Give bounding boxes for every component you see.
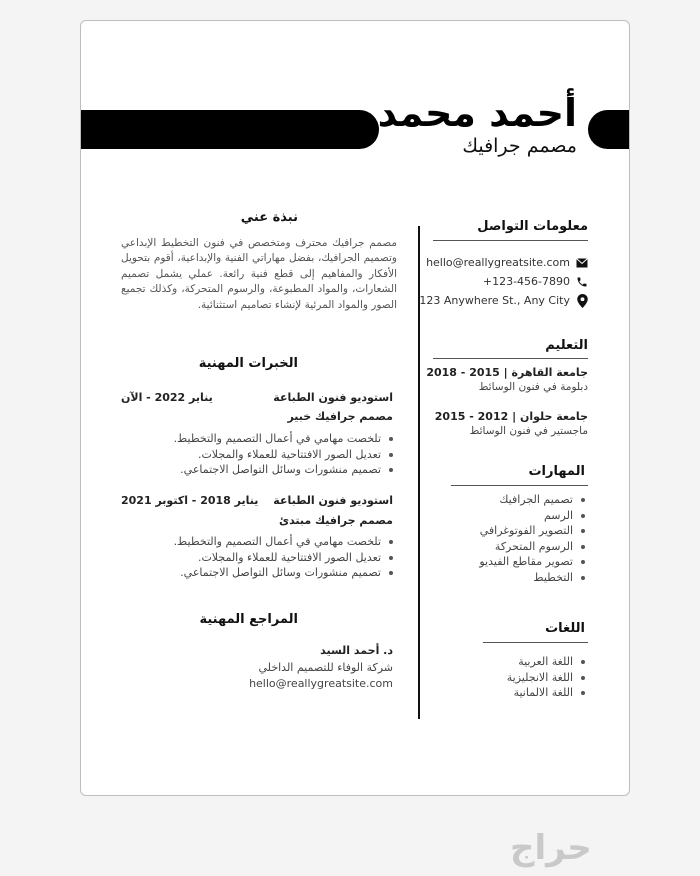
watermark-logo: حراج	[510, 828, 592, 868]
skill-item: التخطيط	[479, 570, 585, 586]
resume-page	[80, 20, 630, 796]
reference-company: شركة الوفاء للتصميم الداخلي	[258, 661, 393, 674]
job-bullet: تلخصت مهامي في أعمال التصميم والتخطيط.	[174, 431, 393, 447]
language-item: اللغة العربية	[507, 654, 585, 670]
skill-item: التصوير الفوتوغرافي	[479, 523, 585, 539]
language-item: اللغة الالمانية	[507, 685, 585, 701]
header-bar-right	[588, 110, 630, 149]
reference-name: د. أحمد السيد	[320, 644, 393, 657]
job-1-role: مصمم جرافيك خبير	[287, 410, 393, 423]
job-bullet: تلخصت مهامي في أعمال التصميم والتخطيط.	[174, 534, 393, 550]
contact-phone: +123-456-7890	[482, 275, 570, 288]
job-bullet: تصميم منشورات وسائل التواصل الاجتماعي.	[174, 565, 393, 581]
job-1-bullets-wrap	[174, 431, 393, 478]
job-2-company: استوديو فنون الطباعة	[273, 494, 393, 507]
job-1-dates: يناير 2022 - الآن	[121, 391, 213, 404]
education-degree-1: دبلومة في فنون الوسائط	[478, 381, 588, 393]
languages-underline	[483, 642, 588, 643]
education-title: التعليم	[545, 338, 588, 353]
job-2-bullets	[174, 534, 393, 581]
job-2-role: مصمم جرافيك مبتدئ	[278, 514, 393, 527]
languages-list	[507, 654, 585, 701]
skills-title: المهارات	[528, 464, 585, 479]
job-1-company: استوديو فنون الطباعة	[273, 391, 393, 404]
education-underline	[433, 358, 588, 359]
skill-item: الرسوم المتحركة	[479, 539, 585, 555]
skill-item: تصميم الجرافيك	[479, 492, 585, 508]
language-item: اللغة الانجليزية	[507, 670, 585, 686]
about-text: مصمم جرافيك محترف ومتخصص في فنون التخطيط الإبداعي وتصميم الجرافيك، بفضل مهاراتي الفنية والإبداعية، أقوم بتحويل الأفكار والمفاهيم إلى قطع فنية رائعة. عملي يشمل تصميم الشعارات، والمواد المطبوعة، والرسوم المتحركة، وكذلك تجميع الصور والمواد المرئية لإنشاء تصاميم استثنائية.	[121, 237, 397, 311]
skills-list-wrap	[479, 492, 585, 585]
contact-email: hello@reallygreatsite.com	[426, 256, 570, 269]
skills-list	[479, 492, 585, 585]
phone-icon	[576, 276, 588, 288]
contact-underline	[433, 240, 588, 241]
contact-email-row	[426, 256, 588, 269]
job-bullet: تعديل الصور الافتتاحية للعملاء والمجلات.	[174, 550, 393, 566]
job-2-bullets-wrap	[174, 534, 393, 581]
contact-title: معلومات التواصل	[477, 219, 588, 234]
skill-item: تصوير مقاطع الفيديو	[479, 554, 585, 570]
education-heading-2: جامعة حلوان | 2012 - 2015	[434, 410, 588, 423]
resume-job-title: مصمم جرافيك	[462, 135, 577, 157]
contact-address: 123 Anywhere St., Any City	[419, 294, 570, 307]
job-bullet: تعديل الصور الافتتاحية للعملاء والمجلات.	[174, 447, 393, 463]
languages-title: اللغات	[545, 621, 585, 636]
job-bullet: تصميم منشورات وسائل التواصل الاجتماعي.	[174, 462, 393, 478]
education-degree-2: ماجستير في فنون الوسائط	[469, 425, 588, 437]
skill-item: الرسم	[479, 508, 585, 524]
job-2-dates: يناير 2018 - اكتوبر 2021	[121, 494, 259, 507]
about-title: نبذة عني	[240, 210, 298, 225]
resume-name: أحمد محمد	[377, 91, 577, 135]
references-title: المراجع المهنية	[199, 612, 298, 627]
education-heading-1: جامعة القاهرة | 2015 - 2018	[426, 366, 588, 379]
header-bar-left	[81, 110, 379, 149]
reference-email: hello@reallygreatsite.com	[249, 677, 393, 690]
contact-phone-row	[483, 275, 588, 288]
languages-list-wrap	[507, 654, 585, 701]
job-1-bullets	[174, 431, 393, 478]
location-pin-icon	[576, 295, 588, 307]
skills-underline	[451, 485, 588, 486]
contact-address-row	[419, 294, 588, 307]
experience-title: الخبرات المهنية	[198, 356, 298, 371]
envelope-icon	[576, 257, 588, 269]
